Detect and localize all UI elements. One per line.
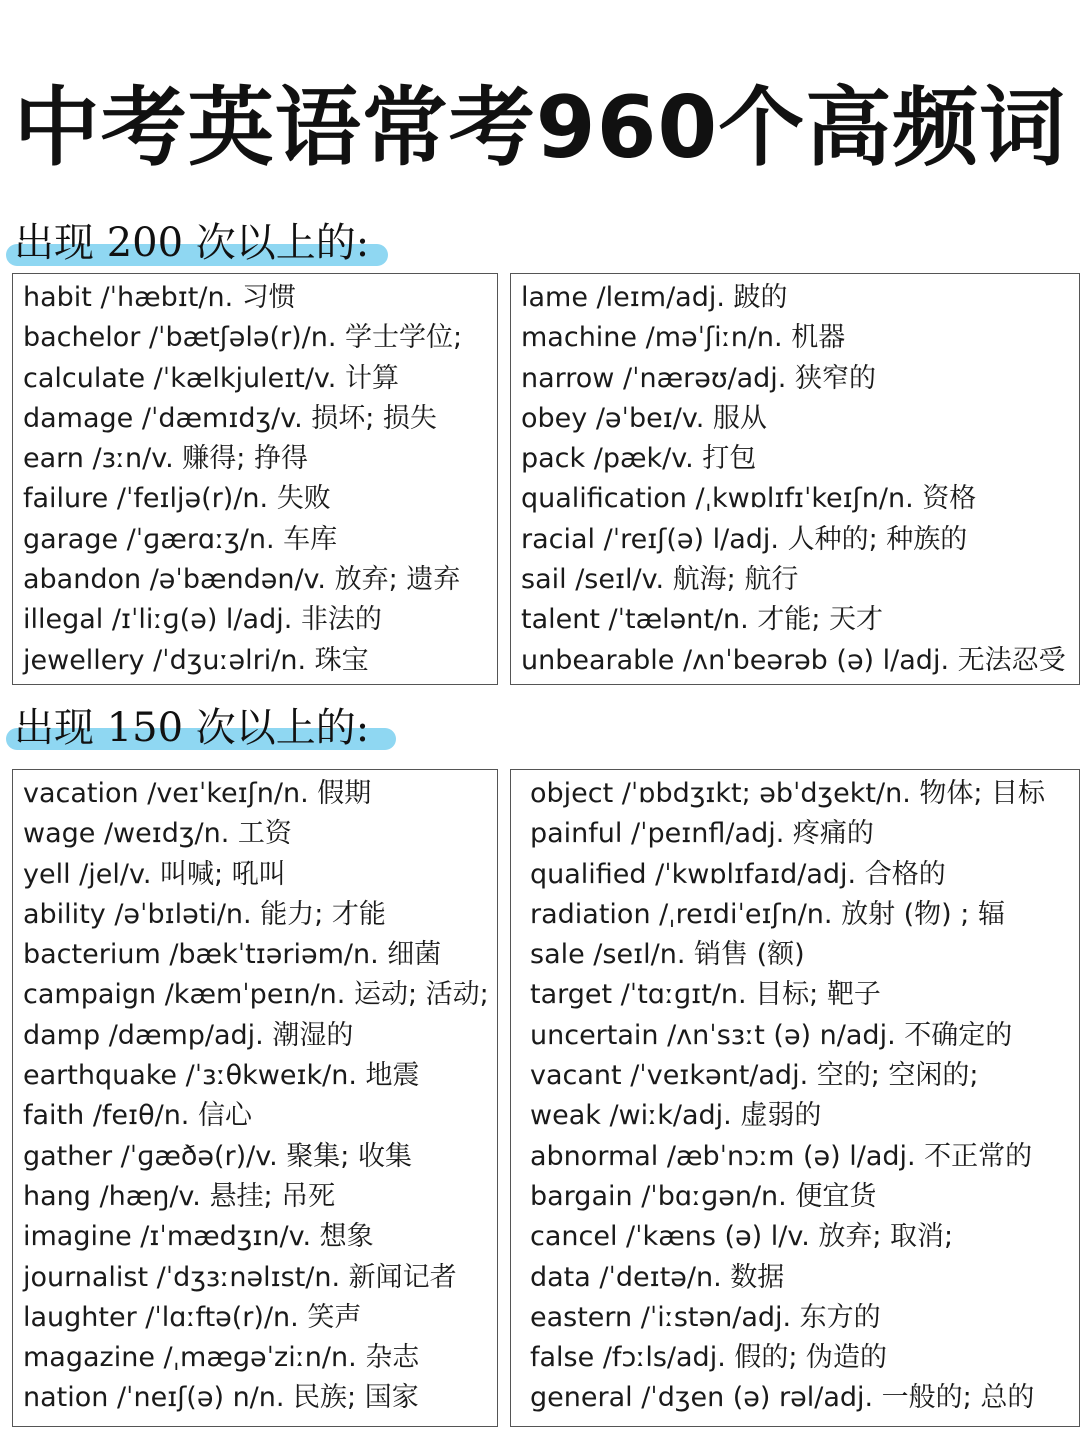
vocab-entry: wage /weɪdʒ/n. 工资 [23, 818, 292, 850]
vocab-entry: earn /ɜːn/v. 赚得; 挣得 [23, 443, 308, 475]
vocab-entry: nation /ˈneɪʃ(ə) n/n. 民族; 国家 [23, 1382, 419, 1414]
vocab-entry: qualified /ˈkwɒlɪfaɪd/adj. 合格的 [530, 858, 946, 890]
vocab-entry: damp /dæmp/adj. 潮湿的 [23, 1019, 354, 1051]
vocab-entry: narrow /ˈnærəʊ/adj. 狭窄的 [521, 362, 876, 394]
vocab-entry: abnormal /æbˈnɔːm (ə) l/adj. 不正常的 [530, 1140, 1033, 1172]
vocab-entry: jewellery /ˈdʒuːəlri/n. 珠宝 [23, 644, 369, 676]
vocab-entry: illegal /ɪˈliːɡ(ə) l/adj. 非法的 [23, 604, 382, 636]
vocab-entry: cancel /ˈkæns (ə) l/v. 放弃; 取消; [530, 1221, 954, 1253]
vocab-entry: earthquake /ˈɜːθkweɪk/n. 地震 [23, 1060, 420, 1092]
vocab-entry: yell /jel/v. 叫喊; 吼叫 [23, 858, 286, 890]
vocab-entry: machine /məˈʃiːn/n. 机器 [521, 322, 846, 354]
vocab-entry: uncertain /ʌnˈsɜːt (ə) n/adj. 不确定的 [530, 1019, 1013, 1051]
vocab-entry: laughter /ˈlɑːftə(r)/n. 笑声 [23, 1301, 362, 1333]
vocab-entry: campaign /kæmˈpeɪn/n. 运动; 活动; [23, 979, 489, 1011]
word-list-box-right [510, 769, 1080, 1427]
vocab-entry: qualification /ˌkwɒlɪfɪˈkeɪʃn/n. 资格 [521, 483, 977, 515]
vocab-entry: ability /əˈbɪləti/n. 能力; 才能 [23, 898, 386, 930]
vocab-entry: obey /əˈbeɪ/v. 服从 [521, 402, 767, 434]
vocab-entry: racial /ˈreɪʃ(ə) l/adj. 人种的; 种族的 [521, 523, 968, 555]
vocab-entry: vacant /ˈveɪkənt/adj. 空的; 空闲的; [530, 1060, 979, 1092]
word-list-box-right [510, 273, 1080, 685]
vocab-entry: eastern /ˈiːstən/adj. 东方的 [530, 1301, 881, 1333]
vocab-entry: data /ˈdeɪtə/n. 数据 [530, 1261, 785, 1293]
vocab-entry: false /fɔːls/adj. 假的; 伪造的 [530, 1342, 888, 1374]
vocab-entry: failure /ˈfeɪljə(r)/n. 失败 [23, 483, 331, 515]
vocab-entry: vacation /veɪˈkeɪʃn/n. 假期 [23, 778, 372, 809]
vocab-entry: talent /ˈtælənt/n. 才能; 天才 [521, 604, 884, 636]
vocab-entry: painful /ˈpeɪnfl/adj. 疼痛的 [530, 818, 874, 850]
vocab-entry: gather /ˈɡæðə(r)/v. 聚集; 收集 [23, 1140, 412, 1172]
vocab-entry: journalist /ˈdʒɜːnəlɪst/n. 新闻记者 [23, 1261, 457, 1293]
word-list-box-left [12, 273, 498, 685]
vocab-entry: weak /wiːk/adj. 虚弱的 [530, 1100, 822, 1132]
vocab-entry: garage /ˈɡærɑːʒ/n. 车库 [23, 523, 338, 555]
vocab-entry: hang /hæŋ/v. 悬挂; 吊死 [23, 1180, 336, 1212]
vocab-entry: damage /ˈdæmɪdʒ/v. 损坏; 损失 [23, 402, 437, 434]
section-heading: 出现 150 次以上的: [14, 705, 370, 751]
vocab-entry: lame /leɪm/adj. 跛的 [521, 282, 788, 313]
vocab-entry: imagine /ɪˈmædʒɪn/v. 想象 [23, 1221, 374, 1253]
word-list-box-left [12, 769, 498, 1427]
section-heading: 出现 200 次以上的: [14, 220, 370, 266]
vocab-entry: magazine /ˌmæɡəˈziːn/n. 杂志 [23, 1342, 420, 1374]
vocab-entry: target /ˈtɑːɡɪt/n. 目标; 靶子 [530, 979, 881, 1011]
vocab-entry: abandon /əˈbændən/v. 放弃; 遗弃 [23, 564, 461, 596]
vocab-entry: sale /seɪl/n. 销售 (额) [530, 939, 805, 971]
vocab-entry: sail /seɪl/v. 航海; 航行 [521, 564, 799, 596]
vocab-entry: radiation /ˌreɪdiˈeɪʃn/n. 放射 (物) ; 辐 [530, 898, 1005, 930]
vocab-entry: habit /ˈhæbɪt/n. 习惯 [23, 282, 296, 313]
vocab-entry: bargain /ˈbɑːɡən/n. 便宜货 [530, 1180, 877, 1212]
vocab-entry: unbearable /ʌnˈbeərəb (ə) l/adj. 无法忍受 [521, 644, 1066, 676]
vocab-entry: bachelor /ˈbætʃələ(r)/n. 学士学位; [23, 322, 463, 354]
vocab-entry: pack /pæk/v. 打包 [521, 443, 757, 475]
vocab-entry: object /ˈɒbdʒɪkt; əbˈdʒekt/n. 物体; 目标 [530, 778, 1046, 809]
vocab-entry: faith /feɪθ/n. 信心 [23, 1100, 252, 1132]
vocab-entry: bacterium /bækˈtɪəriəm/n. 细菌 [23, 939, 442, 971]
page-title: 中考英语常考960个高频词 [13, 78, 1067, 178]
vocab-entry: calculate /ˈkælkjuleɪt/v. 计算 [23, 362, 399, 394]
vocab-entry: general /ˈdʒen (ə) rəl/adj. 一般的; 总的 [530, 1382, 1035, 1414]
